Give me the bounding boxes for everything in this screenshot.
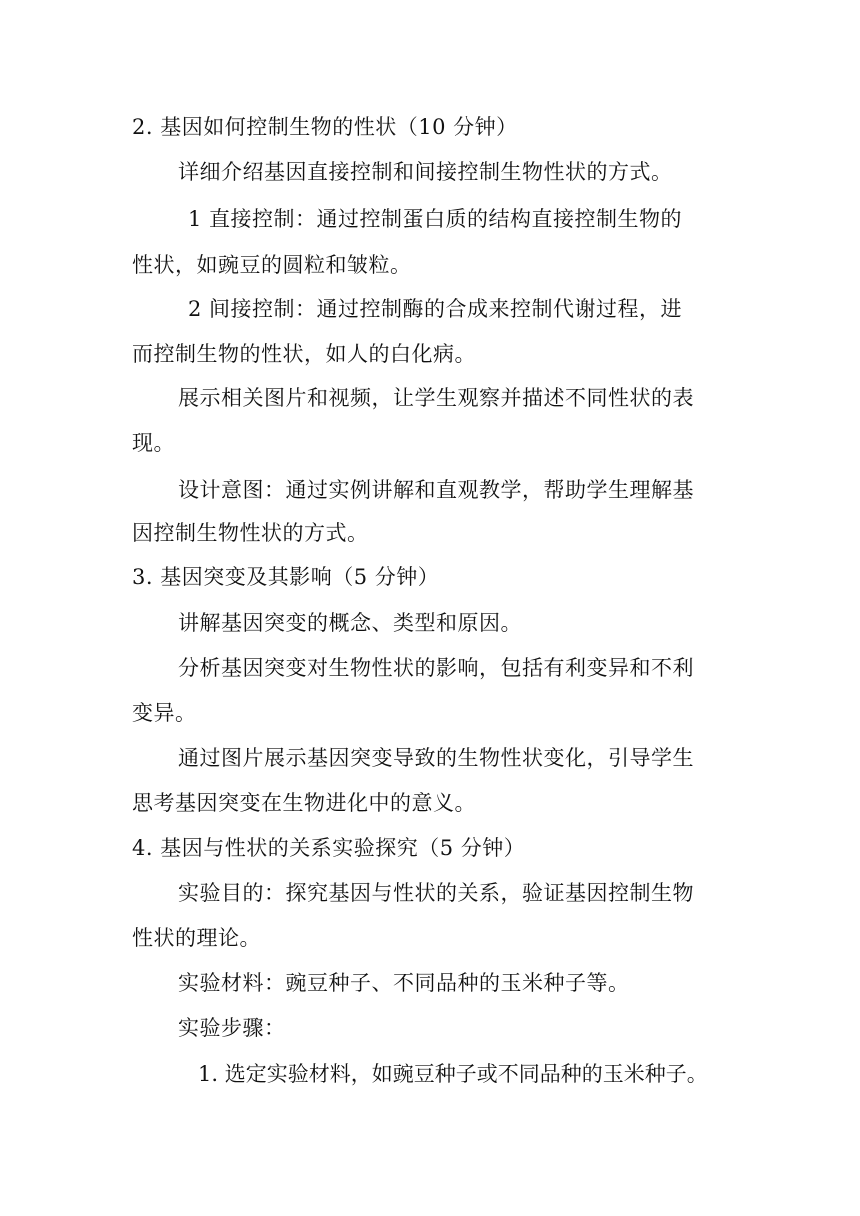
paragraph-line: 实验步骤： xyxy=(178,1016,286,1040)
paragraph-line: 实验目的：探究基因与性状的关系，验证基因控制生物 xyxy=(178,881,694,905)
paragraph-line: 分析基因突变对生物性状的影响，包括有利变异和不利 xyxy=(178,656,694,680)
paragraph-line: 讲解基因突变的概念、类型和原因。 xyxy=(178,611,522,635)
paragraph-line: 设计意图：通过实例讲解和直观教学，帮助学生理解基 xyxy=(178,478,694,502)
paragraph-line: 变异。 xyxy=(132,701,197,725)
paragraph-line: 详细介绍基因直接控制和间接控制生物性状的方式。 xyxy=(178,160,673,184)
list-item-step-1: 1. 选定实验材料，如豌豆种子或不同品种的玉米种子。 xyxy=(198,1062,708,1086)
paragraph-line: 性状，如豌豆的圆粒和皱粒。 xyxy=(132,253,412,277)
paragraph-line: 实验材料：豌豆种子、不同品种的玉米种子等。 xyxy=(178,971,630,995)
section-heading-2: 2. 基因如何控制生物的性状（10 分钟） xyxy=(132,115,518,139)
paragraph-line: 而控制生物的性状，如人的白化病。 xyxy=(132,342,476,366)
section-heading-3: 3. 基因突变及其影响（5 分钟） xyxy=(132,565,440,589)
list-item-indirect-control: 2 间接控制：通过控制酶的合成来控制代谢过程，进 xyxy=(188,297,683,321)
paragraph-line: 现。 xyxy=(132,431,175,455)
paragraph-line: 性状的理论。 xyxy=(132,926,261,950)
paragraph-line: 因控制生物性状的方式。 xyxy=(132,521,369,545)
list-item-direct-control: 1 直接控制：通过控制蛋白质的结构直接控制生物的 xyxy=(188,207,683,231)
paragraph-line: 通过图片展示基因突变导致的生物性状变化，引导学生 xyxy=(178,746,694,770)
paragraph-line: 思考基因突变在生物进化中的意义。 xyxy=(132,791,476,815)
section-heading-4: 4. 基因与性状的关系实验探究（5 分钟） xyxy=(132,836,526,860)
paragraph-line: 展示相关图片和视频，让学生观察并描述不同性状的表 xyxy=(178,386,694,410)
